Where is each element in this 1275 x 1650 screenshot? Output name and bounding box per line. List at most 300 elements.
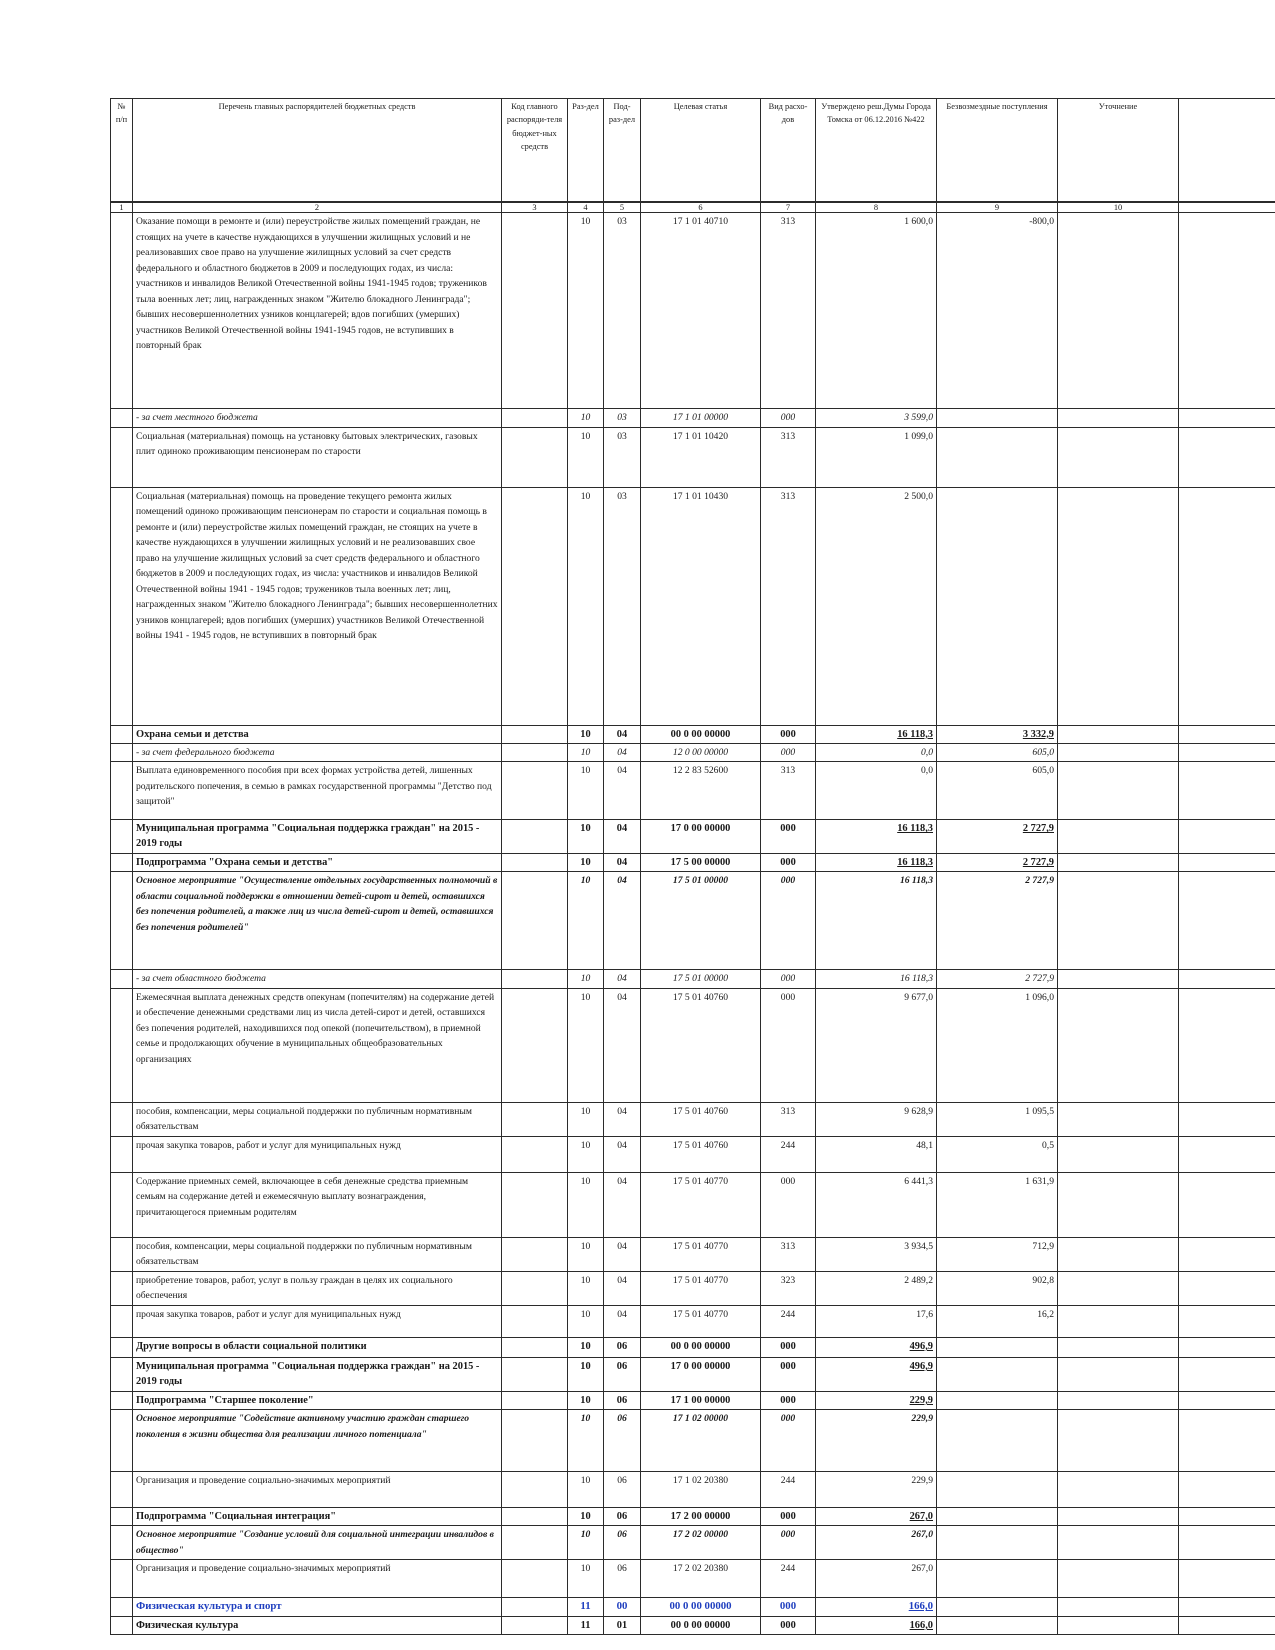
row-utochnenie xyxy=(1058,762,1179,820)
row-razdel: 10 xyxy=(568,743,604,762)
row-razdel: 11 xyxy=(568,1598,604,1617)
row-code xyxy=(502,854,568,872)
row-code xyxy=(502,820,568,854)
column-number: 1 xyxy=(111,202,133,213)
row-extra xyxy=(1179,762,1275,820)
row-razdel: 10 xyxy=(568,1391,604,1409)
row-razdel: 10 xyxy=(568,1337,604,1357)
column-number: 5 xyxy=(604,202,641,213)
row-name: Выплата единовременного пособия при всех формах устройства детей, лишенных родительского попечения, в семью в рамках государственной программы "Детство под защитой" xyxy=(133,762,502,820)
row-approved: 9 677,0 xyxy=(816,988,937,1102)
row-utochnenie xyxy=(1058,1526,1179,1560)
row-number xyxy=(111,1508,133,1526)
table-row xyxy=(111,1616,1275,1634)
row-razdel: 10 xyxy=(568,409,604,428)
row-name: Основное мероприятие "Осуществление отдельных государственных полномочий в области социальной поддержки в отношении детей-сирот и детей, оставшихся без попечения родителей, а также лиц из числа детей-сирот и детей, оставшихся без попечения родителей" xyxy=(133,872,502,970)
row-code xyxy=(502,725,568,743)
row-extra xyxy=(1179,1357,1275,1391)
row-razdel: 10 xyxy=(568,1271,604,1305)
row-number xyxy=(111,970,133,989)
row-razdel: 10 xyxy=(568,1508,604,1526)
row-name: Физическая культура xyxy=(133,1616,502,1634)
row-article: 12 0 00 00000 xyxy=(641,743,761,762)
row-number xyxy=(111,743,133,762)
row-article: 17 5 00 00000 xyxy=(641,854,761,872)
budget-table xyxy=(110,98,1275,1635)
row-name: прочая закупка товаров, работ и услуг для муниципальных нужд xyxy=(133,1305,502,1337)
row-utochnenie xyxy=(1058,1616,1179,1634)
row-approved: 48,1 xyxy=(816,1136,937,1172)
row-approved: 16 118,3 xyxy=(816,970,937,989)
row-vid: 000 xyxy=(761,1391,816,1409)
row-vid: 000 xyxy=(761,1526,816,1560)
table-row xyxy=(111,1305,1275,1337)
row-name: Ежемесячная выплата денежных средств опекунам (попечителям) на содержание детей и обеспечение денежными средствами лиц из числа детей-сирот и детей, оставшихся без попечения родителей, находившихся под опекой (попечительством), в приемной семье и продолжающих обучение в муниципальных общеобразовательных организациях xyxy=(133,988,502,1102)
row-razdel: 10 xyxy=(568,854,604,872)
table-row xyxy=(111,988,1275,1102)
row-vid: 000 xyxy=(761,1598,816,1617)
row-article: 17 1 01 40710 xyxy=(641,213,761,409)
row-code xyxy=(502,213,568,409)
row-extra xyxy=(1179,409,1275,428)
row-approved: 3 599,0 xyxy=(816,409,937,428)
table-row xyxy=(111,1136,1275,1172)
row-name: Организация и проведение социально-значимых мероприятий xyxy=(133,1560,502,1598)
row-bezv xyxy=(937,487,1058,725)
row-article: 12 2 83 52600 xyxy=(641,762,761,820)
row-vid: 000 xyxy=(761,988,816,1102)
row-approved: 229,9 xyxy=(816,1391,937,1409)
row-podrazdel: 06 xyxy=(604,1337,641,1357)
row-article: 17 2 02 20380 xyxy=(641,1560,761,1598)
table-row xyxy=(111,1391,1275,1409)
row-podrazdel: 01 xyxy=(604,1616,641,1634)
header-bezv: Безвозмездные поступления xyxy=(937,99,1058,203)
header-row xyxy=(111,99,1275,203)
row-podrazdel: 06 xyxy=(604,1526,641,1560)
row-code xyxy=(502,409,568,428)
row-approved: 2 500,0 xyxy=(816,487,937,725)
row-bezv: 605,0 xyxy=(937,762,1058,820)
row-approved: 16 118,3 xyxy=(816,820,937,854)
row-number xyxy=(111,725,133,743)
table-row xyxy=(111,725,1275,743)
row-article: 17 0 00 00000 xyxy=(641,1357,761,1391)
row-article: 17 1 00 00000 xyxy=(641,1391,761,1409)
row-razdel: 10 xyxy=(568,487,604,725)
row-approved: 1 099,0 xyxy=(816,427,937,487)
row-podrazdel: 04 xyxy=(604,743,641,762)
row-article: 17 5 01 00000 xyxy=(641,970,761,989)
row-bezv: 712,9 xyxy=(937,1237,1058,1271)
row-approved: 0,0 xyxy=(816,762,937,820)
row-podrazdel: 06 xyxy=(604,1391,641,1409)
row-utochnenie xyxy=(1058,487,1179,725)
row-razdel: 10 xyxy=(568,1237,604,1271)
row-article: 17 5 01 40760 xyxy=(641,1102,761,1136)
row-utochnenie xyxy=(1058,1102,1179,1136)
row-article: 00 0 00 00000 xyxy=(641,725,761,743)
table-row xyxy=(111,1508,1275,1526)
row-razdel: 10 xyxy=(568,988,604,1102)
row-podrazdel: 04 xyxy=(604,1102,641,1136)
row-approved: 17,6 xyxy=(816,1305,937,1337)
row-utochnenie xyxy=(1058,213,1179,409)
row-utochnenie xyxy=(1058,988,1179,1102)
row-bezv: -800,0 xyxy=(937,213,1058,409)
table-row xyxy=(111,487,1275,725)
row-approved: 16 118,3 xyxy=(816,725,937,743)
row-approved: 229,9 xyxy=(816,1410,937,1472)
row-number xyxy=(111,1305,133,1337)
table-row xyxy=(111,970,1275,989)
row-name: Другие вопросы в области социальной политики xyxy=(133,1337,502,1357)
row-approved: 267,0 xyxy=(816,1508,937,1526)
row-code xyxy=(502,427,568,487)
row-podrazdel: 04 xyxy=(604,820,641,854)
row-razdel: 10 xyxy=(568,970,604,989)
table-row xyxy=(111,213,1275,409)
row-vid: 313 xyxy=(761,762,816,820)
row-bezv: 2 727,9 xyxy=(937,854,1058,872)
row-utochnenie xyxy=(1058,1598,1179,1617)
row-bezv: 2 727,9 xyxy=(937,820,1058,854)
row-approved: 496,9 xyxy=(816,1337,937,1357)
table-row xyxy=(111,820,1275,854)
row-vid: 313 xyxy=(761,487,816,725)
row-vid: 000 xyxy=(761,725,816,743)
row-vid: 000 xyxy=(761,1337,816,1357)
row-code xyxy=(502,1237,568,1271)
row-number xyxy=(111,1560,133,1598)
header-vid: Вид расхо-дов xyxy=(761,99,816,203)
row-utochnenie xyxy=(1058,1410,1179,1472)
row-code xyxy=(502,988,568,1102)
row-code xyxy=(502,1508,568,1526)
row-number xyxy=(111,1337,133,1357)
row-utochnenie xyxy=(1058,1172,1179,1237)
row-approved: 6 441,3 xyxy=(816,1172,937,1237)
column-number: 8 xyxy=(816,202,937,213)
row-utochnenie xyxy=(1058,743,1179,762)
row-code xyxy=(502,1172,568,1237)
row-code xyxy=(502,1391,568,1409)
row-approved: 2 489,2 xyxy=(816,1271,937,1305)
row-extra xyxy=(1179,213,1275,409)
row-podrazdel: 03 xyxy=(604,409,641,428)
row-approved: 0,0 xyxy=(816,743,937,762)
row-vid: 244 xyxy=(761,1472,816,1508)
row-podrazdel: 04 xyxy=(604,1136,641,1172)
row-bezv: 16,2 xyxy=(937,1305,1058,1337)
row-razdel: 10 xyxy=(568,1472,604,1508)
table-row xyxy=(111,743,1275,762)
column-number: 7 xyxy=(761,202,816,213)
row-vid: 313 xyxy=(761,427,816,487)
table-row xyxy=(111,1598,1275,1617)
row-podrazdel: 04 xyxy=(604,872,641,970)
row-number xyxy=(111,427,133,487)
row-article: 17 5 01 40760 xyxy=(641,1136,761,1172)
row-bezv: 605,0 xyxy=(937,743,1058,762)
header-approved: Утверждено реш.Думы Города Томска от 06.12.2016 №422 xyxy=(816,99,937,203)
row-vid: 313 xyxy=(761,213,816,409)
row-bezv: 3 332,9 xyxy=(937,725,1058,743)
row-podrazdel: 04 xyxy=(604,762,641,820)
row-article: 17 5 01 40770 xyxy=(641,1172,761,1237)
row-number xyxy=(111,1357,133,1391)
column-number: 6 xyxy=(641,202,761,213)
table-row xyxy=(111,1410,1275,1472)
row-vid: 000 xyxy=(761,820,816,854)
column-number: 2 xyxy=(133,202,502,213)
row-podrazdel: 04 xyxy=(604,1271,641,1305)
row-approved: 16 118,3 xyxy=(816,854,937,872)
row-extra xyxy=(1179,1472,1275,1508)
row-utochnenie xyxy=(1058,1391,1179,1409)
row-extra xyxy=(1179,1508,1275,1526)
row-code xyxy=(502,1271,568,1305)
row-name: Муниципальная программа "Социальная поддержка граждан" на 2015 - 2019 годы xyxy=(133,820,502,854)
row-approved: 229,9 xyxy=(816,1472,937,1508)
row-code xyxy=(502,487,568,725)
row-vid: 000 xyxy=(761,970,816,989)
row-bezv: 2 727,9 xyxy=(937,872,1058,970)
row-razdel: 10 xyxy=(568,1136,604,1172)
row-code xyxy=(502,1337,568,1357)
row-name: Социальная (материальная) помощь на установку бытовых электрических, газовых плит одиноко проживающим пенсионерам по старости xyxy=(133,427,502,487)
row-razdel: 10 xyxy=(568,1305,604,1337)
row-name: Организация и проведение социально-значимых мероприятий xyxy=(133,1472,502,1508)
row-razdel: 10 xyxy=(568,213,604,409)
row-podrazdel: 06 xyxy=(604,1410,641,1472)
row-podrazdel: 04 xyxy=(604,854,641,872)
row-code xyxy=(502,872,568,970)
row-vid: 244 xyxy=(761,1136,816,1172)
row-number xyxy=(111,1391,133,1409)
header-razdel: Раз-дел xyxy=(568,99,604,203)
budget-sheet xyxy=(110,98,1275,1635)
header-podrazdel: Под-раз-дел xyxy=(604,99,641,203)
row-vid: 000 xyxy=(761,854,816,872)
row-extra xyxy=(1179,1560,1275,1598)
row-utochnenie xyxy=(1058,872,1179,970)
row-utochnenie xyxy=(1058,1237,1179,1271)
row-podrazdel: 04 xyxy=(604,970,641,989)
row-number xyxy=(111,1616,133,1634)
table-row xyxy=(111,1337,1275,1357)
row-bezv: 1 095,5 xyxy=(937,1102,1058,1136)
row-extra xyxy=(1179,872,1275,970)
row-article: 17 1 02 20380 xyxy=(641,1472,761,1508)
row-utochnenie xyxy=(1058,970,1179,989)
row-number xyxy=(111,1271,133,1305)
table-row xyxy=(111,872,1275,970)
row-article: 17 5 01 40770 xyxy=(641,1271,761,1305)
row-approved: 166,0 xyxy=(816,1616,937,1634)
row-extra xyxy=(1179,1102,1275,1136)
row-extra xyxy=(1179,1410,1275,1472)
row-article: 17 5 01 40770 xyxy=(641,1305,761,1337)
column-number-extra xyxy=(1179,202,1275,213)
row-extra xyxy=(1179,970,1275,989)
row-approved: 16 118,3 xyxy=(816,872,937,970)
row-code xyxy=(502,1598,568,1617)
row-article: 17 2 00 00000 xyxy=(641,1508,761,1526)
row-approved: 166,0 xyxy=(816,1598,937,1617)
row-vid: 244 xyxy=(761,1305,816,1337)
row-bezv: 1 631,9 xyxy=(937,1172,1058,1237)
table-row xyxy=(111,1237,1275,1271)
row-vid: 244 xyxy=(761,1560,816,1598)
row-name: - за счет местного бюджета xyxy=(133,409,502,428)
row-article: 00 0 00 00000 xyxy=(641,1598,761,1617)
row-code xyxy=(502,762,568,820)
row-code xyxy=(502,743,568,762)
row-number xyxy=(111,988,133,1102)
row-code xyxy=(502,1560,568,1598)
row-podrazdel: 03 xyxy=(604,427,641,487)
row-utochnenie xyxy=(1058,1305,1179,1337)
row-podrazdel: 04 xyxy=(604,725,641,743)
row-podrazdel: 03 xyxy=(604,487,641,725)
row-name: Физическая культура и спорт xyxy=(133,1598,502,1617)
row-number xyxy=(111,1598,133,1617)
row-extra xyxy=(1179,1237,1275,1271)
row-utochnenie xyxy=(1058,1337,1179,1357)
row-code xyxy=(502,1410,568,1472)
table-row xyxy=(111,1102,1275,1136)
row-extra xyxy=(1179,1526,1275,1560)
row-code xyxy=(502,1526,568,1560)
table-row xyxy=(111,427,1275,487)
row-utochnenie xyxy=(1058,725,1179,743)
row-extra xyxy=(1179,743,1275,762)
row-number xyxy=(111,1472,133,1508)
row-name: пособия, компенсации, меры социальной поддержки по публичным нормативным обязательствам xyxy=(133,1102,502,1136)
row-extra xyxy=(1179,1271,1275,1305)
row-number xyxy=(111,762,133,820)
row-vid: 000 xyxy=(761,1410,816,1472)
row-article: 17 1 01 10430 xyxy=(641,487,761,725)
row-name: - за счет областного бюджета xyxy=(133,970,502,989)
row-bezv xyxy=(937,1526,1058,1560)
row-article: 17 1 02 00000 xyxy=(641,1410,761,1472)
row-extra xyxy=(1179,988,1275,1102)
table-row xyxy=(111,1271,1275,1305)
row-vid: 000 xyxy=(761,743,816,762)
table-row xyxy=(111,1526,1275,1560)
row-razdel: 10 xyxy=(568,1357,604,1391)
row-number xyxy=(111,487,133,725)
row-extra xyxy=(1179,1172,1275,1237)
column-number: 4 xyxy=(568,202,604,213)
row-name: Основное мероприятие "Создание условий для социальной интеграции инвалидов в общество" xyxy=(133,1526,502,1560)
header-article: Целевая статья xyxy=(641,99,761,203)
row-extra xyxy=(1179,427,1275,487)
row-number xyxy=(111,1102,133,1136)
table-row xyxy=(111,1357,1275,1391)
column-number: 10 xyxy=(1058,202,1179,213)
row-bezv xyxy=(937,1410,1058,1472)
header-num: № п/п xyxy=(111,99,133,203)
row-razdel: 10 xyxy=(568,1172,604,1237)
row-number xyxy=(111,820,133,854)
row-bezv xyxy=(937,1357,1058,1391)
row-bezv xyxy=(937,409,1058,428)
row-number xyxy=(111,872,133,970)
row-approved: 3 934,5 xyxy=(816,1237,937,1271)
row-utochnenie xyxy=(1058,1472,1179,1508)
row-number xyxy=(111,1172,133,1237)
row-razdel: 10 xyxy=(568,725,604,743)
row-number xyxy=(111,1237,133,1271)
row-razdel: 10 xyxy=(568,427,604,487)
row-bezv: 0,5 xyxy=(937,1136,1058,1172)
row-vid: 323 xyxy=(761,1271,816,1305)
row-article: 00 0 00 00000 xyxy=(641,1337,761,1357)
row-podrazdel: 06 xyxy=(604,1472,641,1508)
row-bezv: 902,8 xyxy=(937,1271,1058,1305)
row-razdel: 11 xyxy=(568,1616,604,1634)
row-extra xyxy=(1179,820,1275,854)
row-utochnenie xyxy=(1058,854,1179,872)
row-vid: 000 xyxy=(761,409,816,428)
header-code: Код главного распоряди-теля бюджет-ных средств xyxy=(502,99,568,203)
row-name: Оказание помощи в ремонте и (или) переустройстве жилых помещений граждан, не стоящих на учете в качестве нуждающихся в улучшении жилищных условий и не реализовавших свое право на улучшение жилищных условий за счет средств федерального и областного бюджетов в 2009 и последующих годах, из числа: участников и инвалидов Великой Отечественной войны 1941-1945 годов; тружеников тыла военных лет; лиц, награжденных знаком "Жителю блокадного Ленинграда"; бывших несовершеннолетних узников концлагерей; вдов погибших (умерших) участников Великой Отечественной войны 1941-1945 годов, не вступивших в повторный брак xyxy=(133,213,502,409)
header-extra xyxy=(1179,99,1275,203)
row-razdel: 10 xyxy=(568,1560,604,1598)
row-code xyxy=(502,1472,568,1508)
row-vid: 313 xyxy=(761,1102,816,1136)
row-podrazdel: 04 xyxy=(604,1305,641,1337)
row-article: 17 0 00 00000 xyxy=(641,820,761,854)
row-bezv: 1 096,0 xyxy=(937,988,1058,1102)
table-row xyxy=(111,1560,1275,1598)
row-number xyxy=(111,409,133,428)
row-name: - за счет федерального бюджета xyxy=(133,743,502,762)
column-number-row xyxy=(111,202,1275,213)
row-code xyxy=(502,1357,568,1391)
row-number xyxy=(111,854,133,872)
row-name: приобретение товаров, работ, услуг в пользу граждан в целях их социального обеспечения xyxy=(133,1271,502,1305)
row-bezv xyxy=(937,1560,1058,1598)
row-article: 17 1 01 00000 xyxy=(641,409,761,428)
row-article: 17 1 01 10420 xyxy=(641,427,761,487)
row-vid: 313 xyxy=(761,1237,816,1271)
row-number xyxy=(111,1526,133,1560)
row-razdel: 10 xyxy=(568,1410,604,1472)
row-extra xyxy=(1179,1391,1275,1409)
row-vid: 000 xyxy=(761,872,816,970)
row-podrazdel: 04 xyxy=(604,1172,641,1237)
row-number xyxy=(111,213,133,409)
table-row xyxy=(111,1172,1275,1237)
row-name: Основное мероприятие "Содействие активному участию граждан старшего поколения в жизни общества для реализации личного потенциала" xyxy=(133,1410,502,1472)
row-extra xyxy=(1179,1136,1275,1172)
row-utochnenie xyxy=(1058,1560,1179,1598)
row-extra xyxy=(1179,1337,1275,1357)
row-razdel: 10 xyxy=(568,762,604,820)
row-name: Подпрограмма "Охрана семьи и детства" xyxy=(133,854,502,872)
table-row xyxy=(111,854,1275,872)
row-code xyxy=(502,1305,568,1337)
row-name: Подпрограмма "Старшее поколение" xyxy=(133,1391,502,1409)
row-utochnenie xyxy=(1058,409,1179,428)
row-approved: 267,0 xyxy=(816,1526,937,1560)
header-utochnenie: Уточнение xyxy=(1058,99,1179,203)
row-name: Охрана семьи и детства xyxy=(133,725,502,743)
